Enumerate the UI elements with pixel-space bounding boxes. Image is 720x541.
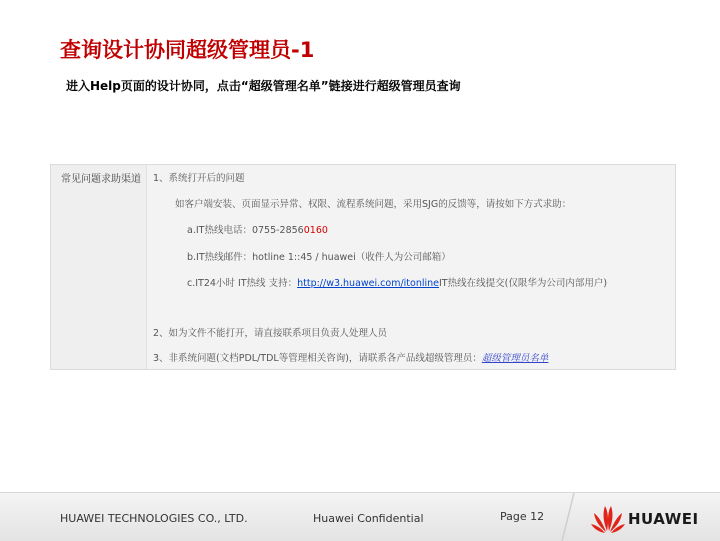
huawei-logo [590, 501, 710, 535]
faq-item-2: 2、如为文件不能打开，请直接联系项目负责人处理人员 [153, 328, 388, 339]
footer-divider-icon [560, 493, 580, 541]
faq-item-3 [153, 350, 548, 364]
hotline-online [187, 275, 607, 289]
hotline-phone-text: a.IT热线电话：0755-2856 [187, 225, 304, 236]
slide-title: 查询设计协同超级管理员-1 [60, 38, 315, 62]
itonline-link[interactable]: http://w3.huawei.com/itonline [297, 278, 439, 289]
hotline-online-note: (仅限华为公司内部用户) [504, 278, 608, 289]
hotline-phone-highlight: 0160 [303, 225, 328, 236]
footer-company: HUAWEI TECHNOLOGIES CO., LTD. [60, 512, 248, 525]
hotline-online-label: c.IT24小时 IT热线 支持： [187, 278, 298, 289]
hotline-email: b.IT热线邮件：hotline 1::45 / huawei（收件人为公司邮箱） [187, 252, 451, 263]
help-channel-title: 常见问题求助渠道 [61, 174, 141, 185]
faq-item-3-text: 3、非系统问题(文档PDL/TDL等管理相关咨询)，请联系各产品线超级管理员： [153, 353, 482, 364]
faq-item-1: 1、系统打开后的问题 [153, 173, 245, 184]
faq-item-1-description: 如客户端安装、页面显示异常、权限、流程系统问题，采用SJG的反馈等，请按如下方式求助： [175, 199, 572, 210]
huawei-petal-icon [590, 501, 626, 535]
slide-subtitle: 进入Help页面的设计协同，点击“超级管理名单”链接进行超级管理员查询 [66, 79, 461, 93]
footer-page-number: Page 12 [500, 510, 545, 523]
super-admin-list-link[interactable]: 超级管理员名单 [481, 353, 549, 364]
hotline-phone [187, 222, 328, 236]
slide-footer [0, 492, 720, 541]
huawei-logo-text: HUAWEI [628, 510, 699, 528]
help-page-screenshot [50, 164, 676, 370]
help-left-column [51, 165, 147, 369]
help-right-column [147, 165, 675, 369]
footer-confidential: Huawei Confidential [313, 512, 424, 525]
hotline-online-mid: IT热线在线提交 [439, 278, 505, 289]
